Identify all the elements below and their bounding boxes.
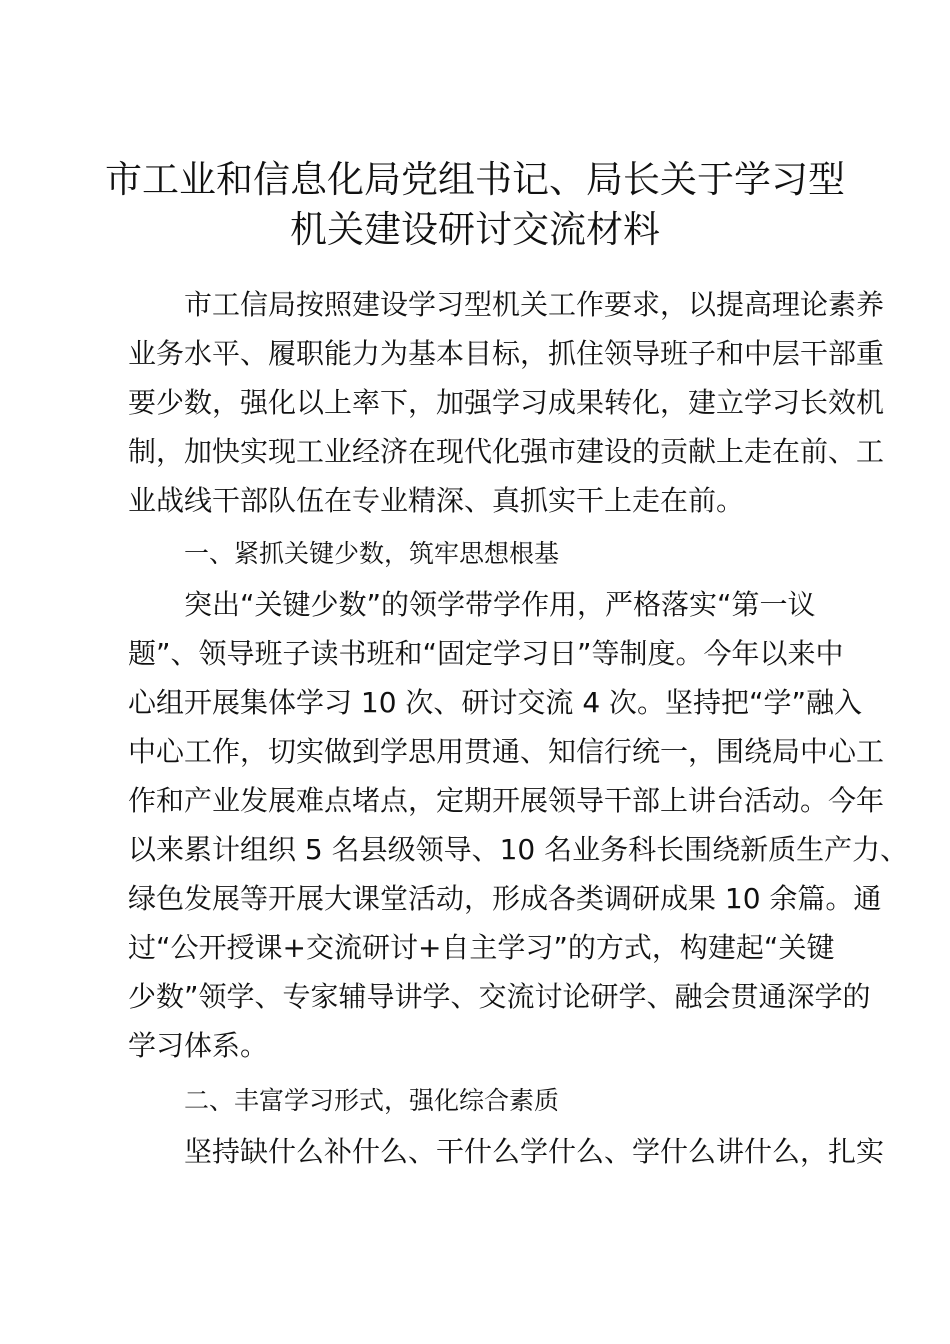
intro-line: 市工信局按照建设学习型机关工作要求，以提高理论素养: [184, 288, 885, 321]
section-1-line: 少数”领学、专家辅导讲学、交流讨论研学、融会贯通深学的: [128, 980, 871, 1013]
section-heading-1: 一、紧抓关键少数，筑牢思想根基: [184, 539, 560, 568]
section-1-line: 学习体系。: [128, 1029, 269, 1062]
section-1-line: 突出“关键少数”的领学带学作用，严格落实“第一议: [184, 588, 816, 621]
intro-line: 要少数，强化以上率下，加强学习成果转化，建立学习长效机: [128, 386, 885, 419]
section-1-line: 题”、领导班子读书班和“固定学习日”等制度。今年以来中: [128, 637, 844, 670]
section-1-line: 作和产业发展难点堵点，定期开展领导干部上讲台活动。今年: [128, 784, 885, 817]
document-title-line-1: 市工业和信息化局党组书记、局长关于学习型: [105, 158, 845, 201]
section-heading-2: 二、丰富学习形式，强化综合素质: [184, 1086, 560, 1115]
section-1-line: 中心工作，切实做到学思用贯通、知信行统一，围绕局中心工: [128, 735, 885, 768]
section-1-line: 过“公开授课+交流研讨+自主学习”的方式，构建起“关键: [128, 931, 835, 964]
section-1-line: 以来累计组织 5 名县级领导、10 名业务科长围绕新质生产力、: [128, 833, 909, 866]
section-2-line: 坚持缺什么补什么、干什么学什么、学什么讲什么，扎实: [184, 1135, 885, 1168]
section-1-line: 心组开展集体学习 10 次、研讨交流 4 次。坚持把“学”融入: [128, 686, 863, 719]
document-title-line-2: 机关建设研讨交流材料: [290, 208, 660, 251]
intro-line: 制，加快实现工业经济在现代化强市建设的贡献上走在前、工: [128, 435, 885, 468]
section-1-line: 绿色发展等开展大课堂活动，形成各类调研成果 10 余篇。通: [128, 882, 882, 915]
intro-line: 业务水平、履职能力为基本目标，抓住领导班子和中层干部重: [128, 337, 885, 370]
intro-line: 业战线干部队伍在专业精深、真抓实干上走在前。: [128, 484, 745, 517]
